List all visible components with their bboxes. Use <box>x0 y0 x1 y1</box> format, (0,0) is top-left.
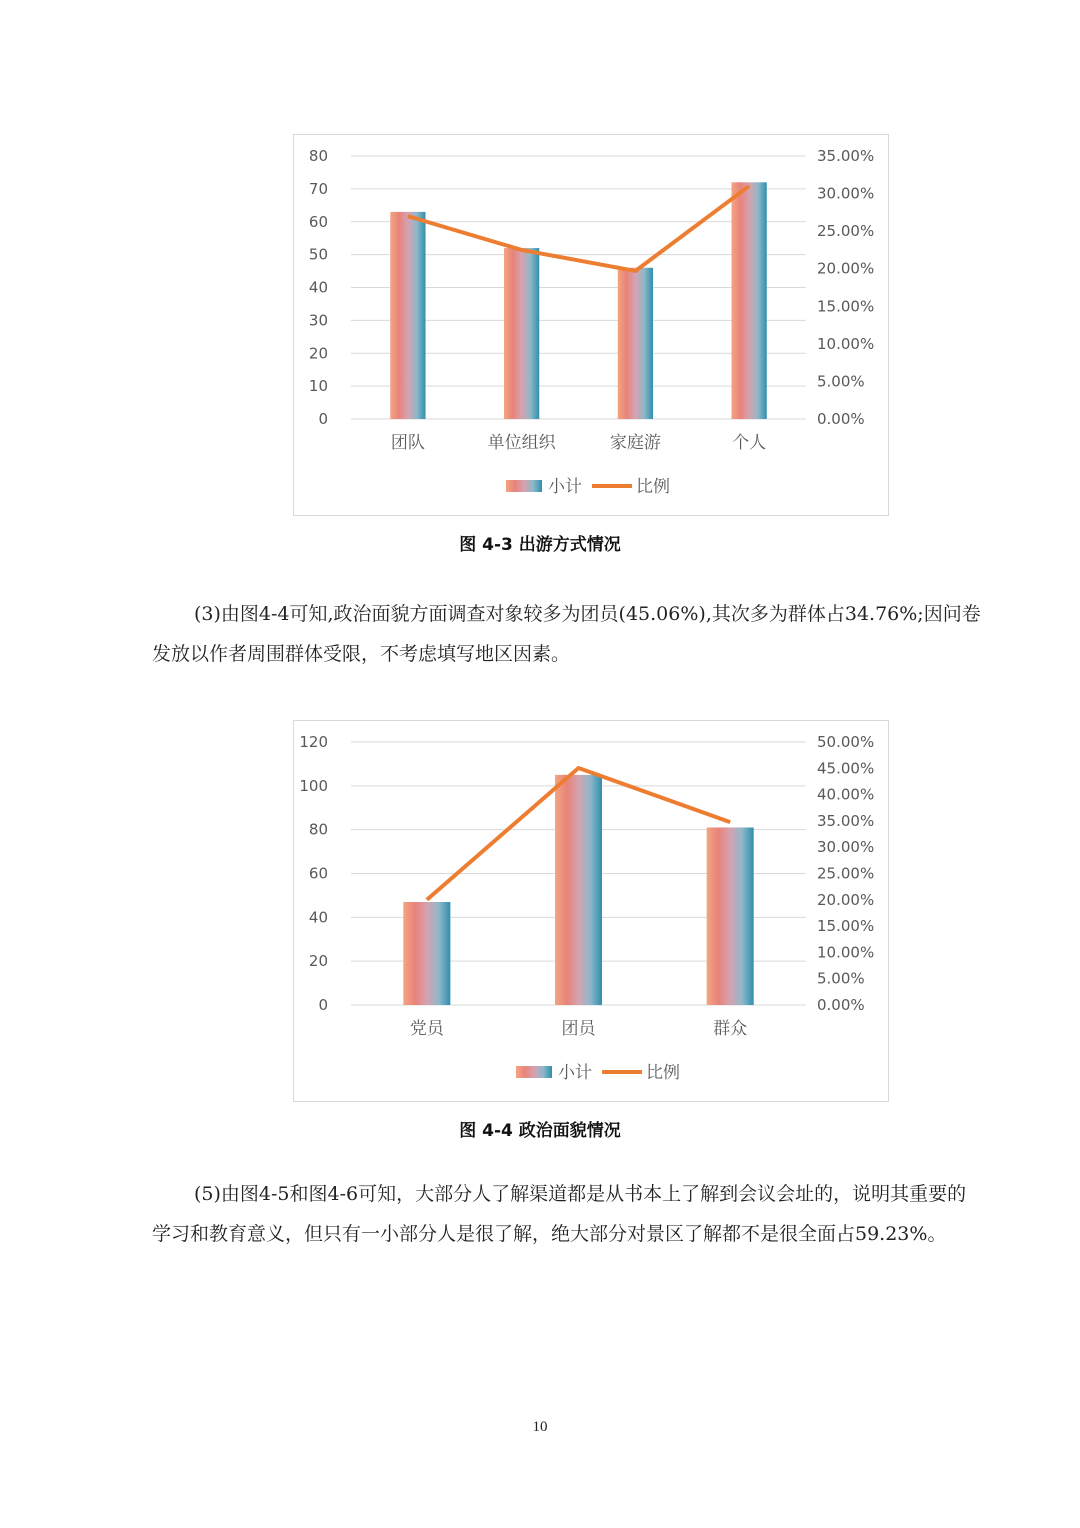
y2-tick-label: 25.00% <box>817 222 875 241</box>
y2-tick-label: 25.00% <box>817 864 875 883</box>
chart-political-status-svg <box>294 721 888 1101</box>
y2-tick-label: 5.00% <box>817 372 865 391</box>
y2-tick-label: 15.00% <box>817 917 875 936</box>
y2-tick-label: 20.00% <box>817 259 875 278</box>
y-tick-label: 40 <box>308 908 328 927</box>
x-category-label: 单位组织 <box>487 433 556 453</box>
y-tick-label: 10 <box>308 377 328 396</box>
y2-tick-label: 35.00% <box>817 811 875 830</box>
chart-travel-mode-svg <box>294 135 888 515</box>
y-tick-label: 20 <box>308 344 328 363</box>
y-tick-label: 120 <box>299 733 328 751</box>
legend-label: 比例 <box>636 477 670 497</box>
y-tick-label: 60 <box>308 864 328 883</box>
legend-label: 小计 <box>558 1063 592 1083</box>
paragraph-learning-channels <box>152 1174 982 1254</box>
y-tick-label: 100 <box>299 776 328 795</box>
y2-tick-label: 20.00% <box>817 890 875 909</box>
y2-tick-label: 10.00% <box>817 334 875 353</box>
bar <box>555 775 602 1005</box>
x-category-label: 团员 <box>561 1019 596 1039</box>
y2-tick-label: 15.00% <box>817 297 875 316</box>
figure-caption-4-3: 图 4-3 出游方式情况 <box>459 535 621 555</box>
paragraph-text: (3)由图4-4可知,政治面貌方面调查对象较多为团员(45.06%),其次多为群体占34.76%;因问卷发放以作者周围群体受限，不考虑填写地区因素。 <box>152 603 981 665</box>
y2-tick-label: 0.00% <box>817 996 865 1014</box>
y-tick-label: 80 <box>308 820 328 839</box>
y-tick-label: 70 <box>308 179 328 198</box>
bar <box>707 827 754 1005</box>
y2-tick-label: 35.00% <box>817 147 875 165</box>
chart-political-status <box>293 720 889 1102</box>
paragraph-political-status <box>152 594 982 674</box>
page-number: 10 <box>532 1419 548 1435</box>
y-tick-label: 30 <box>308 311 328 330</box>
y2-tick-label: 45.00% <box>817 759 875 778</box>
legend-label: 小计 <box>548 477 582 497</box>
y2-tick-label: 30.00% <box>817 184 875 203</box>
y2-tick-label: 30.00% <box>817 838 875 857</box>
bar <box>731 182 766 419</box>
x-category-label: 个人 <box>732 433 767 453</box>
bar <box>403 902 450 1005</box>
x-category-label: 团队 <box>390 433 425 453</box>
y-tick-label: 60 <box>308 212 328 231</box>
y-tick-label: 50 <box>308 245 328 264</box>
bar <box>618 268 653 419</box>
y2-tick-label: 40.00% <box>817 785 875 804</box>
bar <box>504 248 539 419</box>
y-tick-label: 80 <box>308 147 328 165</box>
y-tick-label: 20 <box>308 952 328 971</box>
chart-travel-mode <box>293 134 889 516</box>
y-tick-label: 40 <box>308 278 328 297</box>
y2-tick-label: 5.00% <box>817 969 865 988</box>
bar <box>390 212 425 419</box>
ratio-line <box>408 186 749 271</box>
x-category-label: 群众 <box>713 1019 748 1039</box>
figure-caption-4-4: 图 4-4 政治面貌情况 <box>459 1121 621 1141</box>
y2-tick-label: 0.00% <box>817 410 865 428</box>
y-tick-label: 0 <box>318 996 328 1014</box>
y-tick-label: 0 <box>318 410 328 428</box>
legend-bar-swatch <box>516 1066 552 1078</box>
x-category-label: 党员 <box>409 1019 444 1039</box>
y2-tick-label: 50.00% <box>817 733 875 751</box>
paragraph-text: (5)由图4-5和图4-6可知，大部分人了解渠道都是从书本上了解到会议会址的，说明其重要的学习和教育意义，但只有一小部分人是很了解，绝大部分对景区了解都不是很全面占59.23%。 <box>152 1183 967 1245</box>
y2-tick-label: 10.00% <box>817 943 875 962</box>
legend-bar-swatch <box>506 480 542 492</box>
legend-label: 比例 <box>646 1063 680 1083</box>
x-category-label: 家庭游 <box>609 433 661 453</box>
